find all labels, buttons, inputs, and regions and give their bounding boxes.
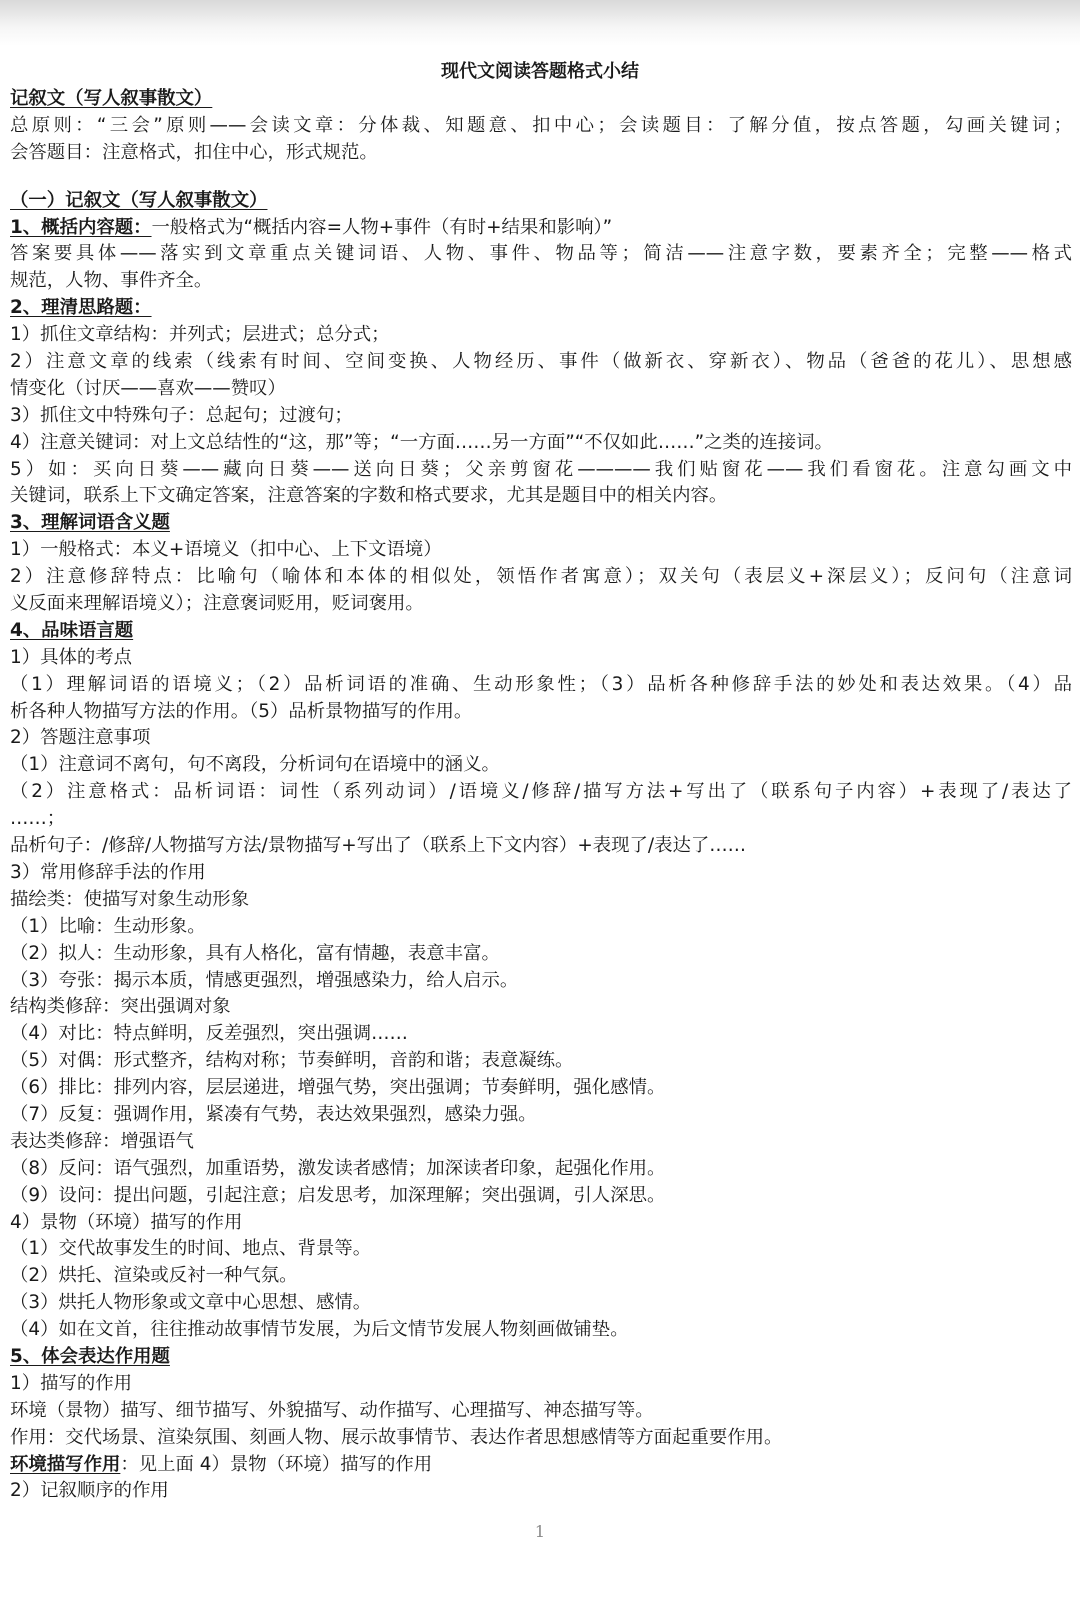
text-line xyxy=(10,113,1072,140)
section-heading: 5、体会表达作用题 xyxy=(10,1345,170,1367)
text-line xyxy=(10,941,1072,968)
text-line xyxy=(10,887,1072,914)
line-text: （1）交代故事发生的时间、地点、背景等。 xyxy=(10,1238,372,1260)
text-line xyxy=(10,672,1072,699)
line-text: （3）烘托人物形象或文章中心思想、感情。 xyxy=(10,1292,372,1314)
section-heading-line xyxy=(10,188,1072,215)
line-text: 5）如：买向日葵——藏向日葵——送向日葵；父亲剪窗花————我们贴窗花——我们看窗花。注意勾画文中 xyxy=(10,458,1072,480)
line-text: 析各种人物描写方法的作用。（5）品析景物描写的作用。 xyxy=(10,700,473,722)
section-heading-line xyxy=(10,295,1072,322)
line-text: （7）反复：强调作用，紧凑有气势，表达效果强烈，感染力强。 xyxy=(10,1103,537,1125)
line-text: 1）抓住文章结构：并列式；层进式；总分式； xyxy=(10,324,390,346)
line-text: 3）常用修辞手法的作用 xyxy=(10,861,206,883)
line-text: 义反面来理解语境义）；注意褒词贬用，贬词褒用。 xyxy=(10,593,424,615)
text-line xyxy=(10,537,1072,564)
text-line xyxy=(10,1236,1072,1263)
line-text: 1）具体的考点 xyxy=(10,646,133,668)
section-heading-line xyxy=(10,1344,1072,1371)
line-text: （8）反问：语气强烈，加重语势，激发读者感情；加深读者印象，起强化作用。 xyxy=(10,1157,666,1179)
line-text: 会答题目：注意格式，扣住中心，形式规范。 xyxy=(10,141,378,163)
text-line xyxy=(10,1371,1072,1398)
section-heading: （一）记叙文（写人叙事散文） xyxy=(10,189,268,211)
text-line xyxy=(10,403,1072,430)
text-line xyxy=(10,376,1072,403)
line-text: 4）景物（环境）描写的作用 xyxy=(10,1211,243,1233)
text-line xyxy=(10,1263,1072,1290)
section-heading: 2、理清思路题： xyxy=(10,297,152,319)
line-text: 2）注意修辞特点：比喻句（喻体和本体的相似处，领悟作者寓意）；双关句（表层义+深层义）；反问句（注意词 xyxy=(10,566,1072,588)
blank-gap xyxy=(10,167,1072,188)
text-line xyxy=(10,699,1072,726)
text-line xyxy=(10,483,1072,510)
text-line xyxy=(10,968,1072,995)
text-line xyxy=(10,1210,1072,1237)
section-heading-line xyxy=(10,1452,1072,1479)
line-text: 总原则：“三会”原则——会读文章：分体裁、知题意、扣中心；会读题目：了解分值，按点答题，勾画关键词； xyxy=(10,114,1072,136)
text-line xyxy=(10,241,1072,268)
line-text: （2）拟人：生动形象，具有人格化，富有情趣，表意丰富。 xyxy=(10,942,500,964)
line-text: 1）一般格式：本义+语境义（扣中心、上下文语境） xyxy=(10,539,442,561)
text-line xyxy=(10,1102,1072,1129)
line-text: 一般格式为“概括内容=人物+事件（有时+结果和影响）” xyxy=(151,216,613,238)
section-heading-line xyxy=(10,510,1072,537)
line-text: （4）对比：特点鲜明，反差强烈，突出强调…… xyxy=(10,1023,408,1045)
line-text: （2）注意格式：品析词语：词性（系列动词）/语境义/修辞/描写方法+写出了（联系句子内容）+表现了/表达了 xyxy=(10,781,1072,803)
section-heading: 记叙文（写人叙事散文） xyxy=(10,88,213,109)
line-text: （4）如在文首，往往推动故事情节发展，为后文情节发展人物刻画做铺垫。 xyxy=(10,1319,629,1341)
section-heading: 环境描写作用 xyxy=(10,1453,121,1475)
text-line xyxy=(10,564,1072,591)
line-text: 答案要具体——落实到文章重点关键词语、人物、事件、物品等；简洁——注意字数，要素齐全；完整——格式 xyxy=(10,243,1072,265)
text-line xyxy=(10,140,1072,167)
text-line xyxy=(10,779,1072,806)
line-text: 3）抓住文中特殊句子：总起句；过渡句； xyxy=(10,404,353,426)
text-line xyxy=(10,1183,1072,1210)
text-line xyxy=(10,1425,1072,1452)
line-text: 规范，人物、事件齐全。 xyxy=(10,270,213,292)
text-line xyxy=(10,1156,1072,1183)
text-line xyxy=(10,1317,1072,1344)
line-text: 1）描写的作用 xyxy=(10,1372,133,1394)
text-line xyxy=(10,349,1072,376)
text-line xyxy=(10,268,1072,295)
line-text: （1）理解词语的语境义；（2）品析词语的准确、生动形象性；（3）品析各种修辞手法的妙处和表达效果。（4）品 xyxy=(10,673,1072,695)
line-text: （1）注意词不离句，句不离段，分析词句在语境中的涵义。 xyxy=(10,754,500,776)
line-text: 表达类修辞：增强语气 xyxy=(10,1130,194,1152)
line-text: 情变化（讨厌——喜欢——赞叹） xyxy=(10,377,286,399)
text-line xyxy=(10,322,1072,349)
line-text: 品析句子：/修辞/人物描写方法/景物描写+写出了（联系上下文内容）+表现了/表达了…… xyxy=(10,835,747,857)
text-line xyxy=(10,1075,1072,1102)
line-text: 环境（景物）描写、细节描写、外貌描写、动作描写、心理描写、神态描写等。 xyxy=(10,1399,654,1421)
text-line xyxy=(10,1048,1072,1075)
line-text: ：见上面 4）景物（环境）描写的作用 xyxy=(120,1453,433,1475)
line-text: 作用：交代场景、渲染氛围、刻画人物、展示故事情节、表达作者思想感情等方面起重要作用。 xyxy=(10,1426,783,1448)
line-text: （2）烘托、渲染或反衬一种气氛。 xyxy=(10,1265,298,1287)
text-line xyxy=(10,860,1072,887)
line-text: 结构类修辞：突出强调对象 xyxy=(10,996,231,1018)
line-text: （5）对偶：形式整齐，结构对称；节奏鲜明，音韵和谐；表意凝练。 xyxy=(10,1050,574,1072)
text-line xyxy=(10,1129,1072,1156)
line-text: 2）答题注意事项 xyxy=(10,727,151,749)
section-heading-line xyxy=(10,215,1072,242)
document-body xyxy=(10,86,1072,1505)
text-line xyxy=(10,994,1072,1021)
line-text: 2）注意文章的线索（线索有时间、空间变换、人物经历、事件（做新衣、穿新衣）、物品（爸爸的花儿）、思想感 xyxy=(10,351,1072,373)
text-line xyxy=(10,1398,1072,1425)
text-line xyxy=(10,752,1072,779)
line-text: ……； xyxy=(10,808,66,830)
text-line xyxy=(10,430,1072,457)
section-heading: 1、概括内容题： xyxy=(10,216,152,238)
section-heading-line xyxy=(10,86,1072,113)
line-text: （6）排比：排列内容，层层递进，增强气势，突出强调；节奏鲜明，强化感情。 xyxy=(10,1077,666,1099)
section-heading: 4、品味语言题 xyxy=(10,619,134,641)
text-line xyxy=(10,914,1072,941)
text-line xyxy=(10,1290,1072,1317)
text-line xyxy=(10,591,1072,618)
text-line xyxy=(10,725,1072,752)
line-text: 4）注意关键词：对上文总结性的“这，那”等；“一方面……另一方面”“不仅如此……”之类的连接词。 xyxy=(10,431,833,453)
document-title: 现代文阅读答题格式小结 xyxy=(441,61,639,82)
text-line xyxy=(10,806,1072,833)
text-line xyxy=(10,645,1072,672)
section-heading-line xyxy=(10,618,1072,645)
line-text: 2）记叙顺序的作用 xyxy=(10,1480,169,1502)
line-text: （1）比喻：生动形象。 xyxy=(10,915,206,937)
section-heading: 3、理解词语含义题 xyxy=(10,512,170,534)
line-text: 关键词，联系上下文确定答案，注意答案的字数和格式要求，尤其是题目中的相关内容。 xyxy=(10,485,728,507)
page-number: 1 xyxy=(534,1522,546,1541)
line-text: （9）设问：提出问题，引起注意；启发思考，加深理解；突出强调，引人深思。 xyxy=(10,1184,666,1206)
text-line xyxy=(10,457,1072,484)
text-line xyxy=(10,833,1072,860)
text-line xyxy=(10,1021,1072,1048)
line-text: 描绘类：使描写对象生动形象 xyxy=(10,888,250,910)
text-line xyxy=(10,1478,1072,1505)
line-text: （3）夸张：揭示本质，情感更强烈，增强感染力，给人启示。 xyxy=(10,969,519,991)
